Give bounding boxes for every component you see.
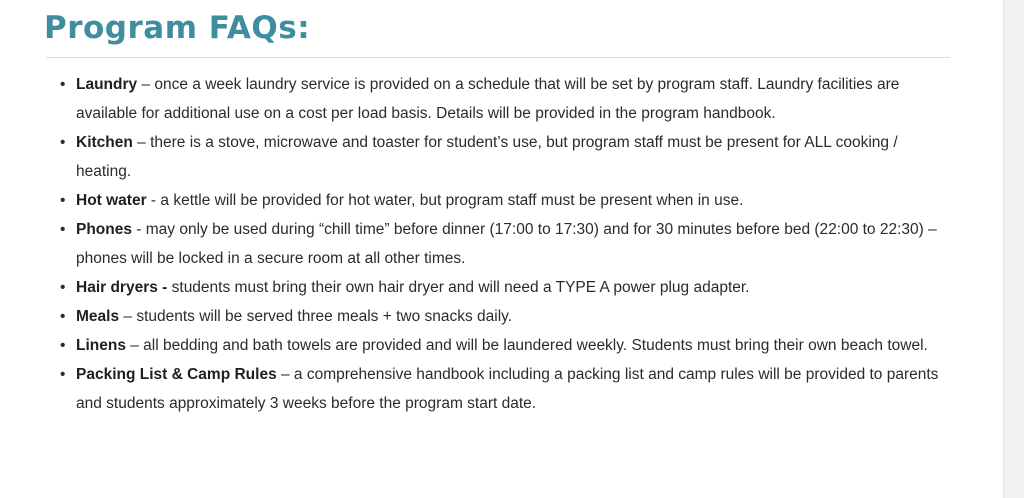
faq-item-linens xyxy=(58,331,948,360)
bullet-icon: • xyxy=(60,134,66,151)
faq-item-hot-water xyxy=(58,186,948,215)
bullet-icon: • xyxy=(60,337,66,354)
bullet-icon: • xyxy=(60,308,66,325)
faq-term: Kitchen xyxy=(76,134,133,151)
bullet-icon: • xyxy=(60,192,66,209)
faq-item-meals xyxy=(58,302,948,331)
faq-text: – once a week laundry service is provided on a schedule that will be set by program staff. Laundry facilities are available for additional use on a cost per load basis. Details will be provided in the program handbook. xyxy=(76,76,900,122)
faq-item-packing-list xyxy=(58,360,948,418)
page-title: Program FAQs: xyxy=(44,10,311,46)
bullet-icon: • xyxy=(60,221,66,238)
faq-term: Hair dryers - xyxy=(76,279,168,296)
faq-term: Hot water xyxy=(76,192,147,209)
faq-text: – all bedding and bath towels are provided and will be laundered weekly. Students must bring their own beach towel. xyxy=(125,337,928,354)
faq-text: - a kettle will be provided for hot water, but program staff must be present when in use. xyxy=(146,192,744,209)
bullet-icon: • xyxy=(60,366,66,383)
faq-text: – a comprehensive handbook including a packing list and camp rules will be provided to parents and students approximately 3 weeks before the program start date. xyxy=(76,366,939,412)
faq-text: students must bring their own hair dryer and will need a TYPE A power plug adapter. xyxy=(167,279,750,296)
faq-term: Meals xyxy=(76,308,120,325)
faq-list xyxy=(58,70,948,418)
faq-term: Laundry xyxy=(76,76,138,93)
faq-item-hair-dryers xyxy=(58,273,948,302)
viewer-gutter xyxy=(1003,0,1024,498)
faq-item-laundry xyxy=(58,70,948,128)
faq-text: - may only be used during “chill time” before dinner (17:00 to 17:30) and for 30 minutes before bed (22:00 to 22:30) – phones will be locked in a secure room at all other times. xyxy=(76,221,937,267)
bullet-icon: • xyxy=(60,76,66,93)
faq-item-phones xyxy=(58,215,948,273)
faq-text: – students will be served three meals + two snacks daily. xyxy=(119,308,513,325)
faq-term: Phones xyxy=(76,221,132,238)
faq-term: Packing List & Camp Rules xyxy=(76,366,277,383)
title-divider xyxy=(46,57,950,58)
faq-text: – there is a stove, microwave and toaster for student’s use, but program staff must be present for ALL cooking / heating. xyxy=(76,134,898,180)
faq-term: Linens xyxy=(76,337,126,354)
faq-item-kitchen xyxy=(58,128,948,186)
bullet-icon: • xyxy=(60,279,66,296)
